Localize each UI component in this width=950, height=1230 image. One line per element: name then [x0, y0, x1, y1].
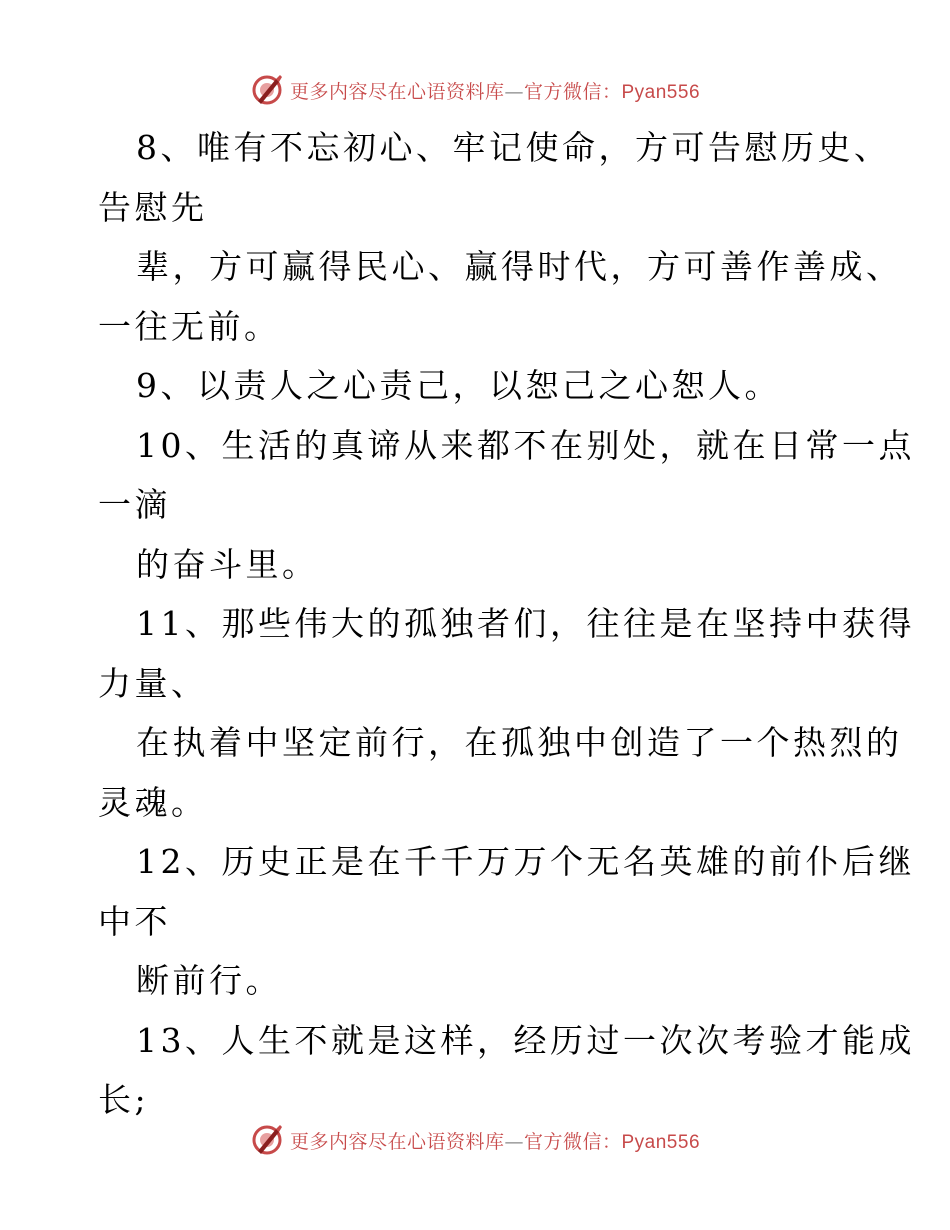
banner-separator: —	[504, 1130, 524, 1153]
banner-wechat-id: Pyan556	[621, 81, 701, 103]
banner-text	[290, 1127, 700, 1154]
banner-wechat-label: 官方微信：	[523, 80, 622, 103]
text-line: 灵魂。	[98, 782, 208, 822]
text-line: 告慰先	[98, 187, 208, 227]
text-line: 一滴	[98, 485, 171, 524]
text-line: 8、唯有不忘初心、牢记使命，方可告慰历史、	[136, 128, 891, 167]
banner-wechat-id: Pyan556	[621, 1131, 701, 1153]
banner-separator: —	[504, 80, 524, 103]
text-line: 断前行。	[136, 961, 282, 1000]
banner-text	[290, 77, 700, 104]
text-line: 的奋斗里。	[136, 544, 319, 584]
footer-banner	[0, 1120, 950, 1160]
banner-wechat-label: 官方微信：	[523, 1130, 622, 1153]
red-pen-circle-logo-icon	[250, 73, 284, 107]
text-line: 辈，方可赢得民心、赢得时代，方可善作善成、	[136, 247, 903, 286]
text-line: 13、人生不就是这样，经历过一次次考验才能成	[136, 1020, 915, 1060]
red-pen-circle-logo-icon	[250, 1123, 284, 1157]
text-line: 10、生活的真谛从来都不在别处，就在日常一点	[136, 425, 915, 465]
text-line: 12、历史正是在千千万万个无名英雄的前仆后继	[136, 842, 915, 881]
text-line: 一往无前。	[98, 306, 281, 346]
text-line: 9、以责人之心责己，以恕己之心恕人。	[136, 366, 781, 405]
header-banner	[0, 70, 950, 110]
banner-site-name: 更多内容尽在心语资料库	[289, 1130, 505, 1153]
document-body	[98, 118, 915, 1130]
text-line: 力量、	[98, 663, 208, 703]
text-line: 长;	[98, 1080, 150, 1119]
banner-site-name: 更多内容尽在心语资料库	[289, 80, 505, 103]
text-line: 11、那些伟大的孤独者们，往往是在坚持中获得	[136, 604, 915, 643]
text-line: 在执着中坚定前行，在孤独中创造了一个热烈的	[136, 723, 903, 762]
text-line: 中不	[98, 901, 171, 941]
